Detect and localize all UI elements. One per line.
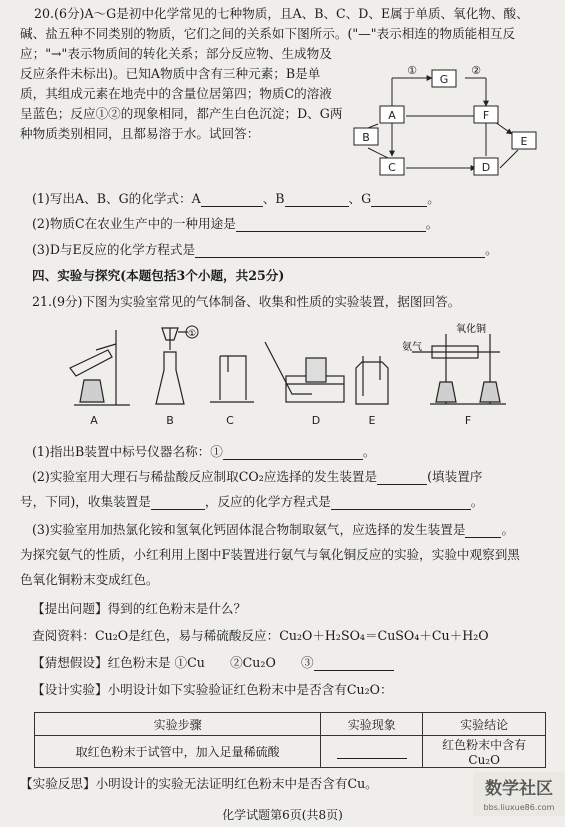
- reflection: 【实验反思】小明设计的实验无法证明红色粉末中是否含有Cu。: [20, 776, 378, 791]
- watermark-logo: [473, 770, 565, 818]
- q21-part-1: (1)指出B装置中标号仪器名称：① 。: [32, 444, 376, 459]
- apparatus-a-label: A: [90, 414, 98, 427]
- q20-line-1: 20.(6分)A～G是初中化学常见的七种物质，且A、B、C、D、E属于单质、氧化物、酸、: [34, 6, 529, 21]
- node-g: G: [439, 73, 449, 86]
- q21-part-3-line-1: (3)实验室用加热氯化铵和氢氧化钙固体混合物制取氨气，应选择的发生装置是 。: [32, 522, 515, 537]
- section-4-title: 四、实验与探究(本题包括3个小题，共25分): [32, 268, 285, 283]
- q20-line-7: 种物质类别相同，且都易溶于水。试回答：: [20, 126, 260, 141]
- apparatus-b-label: B: [166, 414, 174, 427]
- apparatus-e-label: E: [368, 414, 376, 427]
- q20-part-3: (3)D与E反应的化学方程式是 。: [32, 242, 498, 257]
- answer-blank-generator: [377, 472, 427, 485]
- table-header-row: [35, 713, 546, 736]
- hypothesis: 【猜想假设】红色粉末是 ①Cu ②Cu₂O ③: [32, 655, 394, 671]
- table-row: [35, 736, 546, 768]
- answer-blank-use: [236, 219, 426, 232]
- reaction-2-label: ②: [471, 64, 481, 77]
- svg-text:bbs.liuxue86.com: bbs.liuxue86.com: [483, 803, 555, 812]
- answer-blank-b: [285, 194, 349, 207]
- answer-blank-instrument: [223, 447, 363, 460]
- answer-blank-nh3-generator: [465, 525, 501, 538]
- q21-part-3-line-3: 色氧化铜粉末变成红色。: [20, 572, 159, 587]
- node-a: A: [388, 109, 396, 122]
- instrument-1-label: ①: [187, 329, 197, 339]
- q20-part-1: (1)写出A、B、G的化学式：A 、B 、G 。: [32, 191, 440, 206]
- answer-blank-co2-equation: [331, 497, 471, 510]
- node-b: B: [362, 131, 370, 144]
- reaction-1-label: ①: [407, 64, 417, 77]
- apparatus-f-label: F: [464, 414, 472, 427]
- answer-blank-equation: [195, 245, 485, 258]
- reference-info: 查阅资料：Cu₂O是红色，易与稀硫酸反应：Cu₂O＋H₂SO₄＝CuSO₄＋Cu＋H₂O: [32, 628, 489, 643]
- cell-conclusion: 红色粉末中含有Cu₂O: [423, 736, 546, 768]
- experiment-table: [34, 712, 546, 768]
- copper-oxide-label: 氧化铜: [456, 324, 486, 335]
- q20-line-4: 反应条件未标出)。已知A物质中含有三种元素；B是单: [20, 66, 321, 81]
- answer-blank-phenomenon: [337, 746, 407, 759]
- q21-intro: 21.(9分)下图为实验室常见的气体制备、收集和性质的实验装置，据图回答。: [32, 294, 461, 309]
- node-d: D: [481, 161, 491, 174]
- q20-part-2: (2)物质C在农业生产中的一种用途是 。: [32, 216, 439, 231]
- answer-blank-g: [371, 194, 427, 207]
- q20-line-2: 碱、盐五种不同类别的物质，它们之间的关系如下图所示。("—"表示相连的物质能相互反: [20, 26, 516, 41]
- q20-line-3: 应；"→"表示物质间的转化关系；部分反应物、生成物及: [20, 46, 332, 61]
- q21-part-2-line-2: 号，下同)，收集装置是 ，反应的化学方程式是 。: [20, 494, 484, 509]
- cell-steps: 取红色粉末于试管中，加入足量稀硫酸: [35, 736, 321, 768]
- header-phenomenon: 实验现象: [321, 713, 423, 736]
- q20-line-6: 呈蓝色；反应①②的现象相同，都产生白色沉淀；D、G两: [20, 106, 343, 121]
- node-e: E: [520, 135, 528, 148]
- node-f: F: [482, 109, 490, 122]
- cell-phenomenon: [321, 736, 423, 768]
- apparatus-d-label: D: [311, 414, 321, 427]
- raise-question: 【提出问题】得到的红色粉末是什么？: [32, 601, 247, 616]
- ammonia-label: 氨气: [402, 342, 422, 353]
- apparatus-c-label: C: [226, 414, 234, 427]
- apparatus-figure: [60, 320, 530, 440]
- q21-part-3-line-2: 为探究氨气的性质，小红利用上图中F装置进行氨气与氧化铜反应的实验，实验中观察到黑: [20, 547, 520, 562]
- answer-blank-hypothesis: [314, 658, 394, 671]
- relation-diagram: [350, 64, 540, 189]
- q21-part-2-line-1: (2)实验室用大理石与稀盐酸反应制取CO₂应选择的发生装置是 (填装置序: [32, 469, 483, 484]
- node-c: C: [388, 161, 396, 174]
- answer-blank-collector: [151, 497, 205, 510]
- header-conclusion: 实验结论: [423, 713, 546, 736]
- q20-line-5: 质，其组成元素在地壳中的含量位居第四；物质C的溶液: [20, 86, 332, 101]
- svg-text:数学社区: 数学社区: [485, 779, 553, 799]
- design-experiment: 【设计实验】小明设计如下实验验证红色粉末中是否含有Cu₂O：: [32, 682, 393, 697]
- page-footer: 化学试题第6页(共8页): [222, 808, 343, 822]
- answer-blank-a: [201, 194, 263, 207]
- header-steps: 实验步骤: [35, 713, 321, 736]
